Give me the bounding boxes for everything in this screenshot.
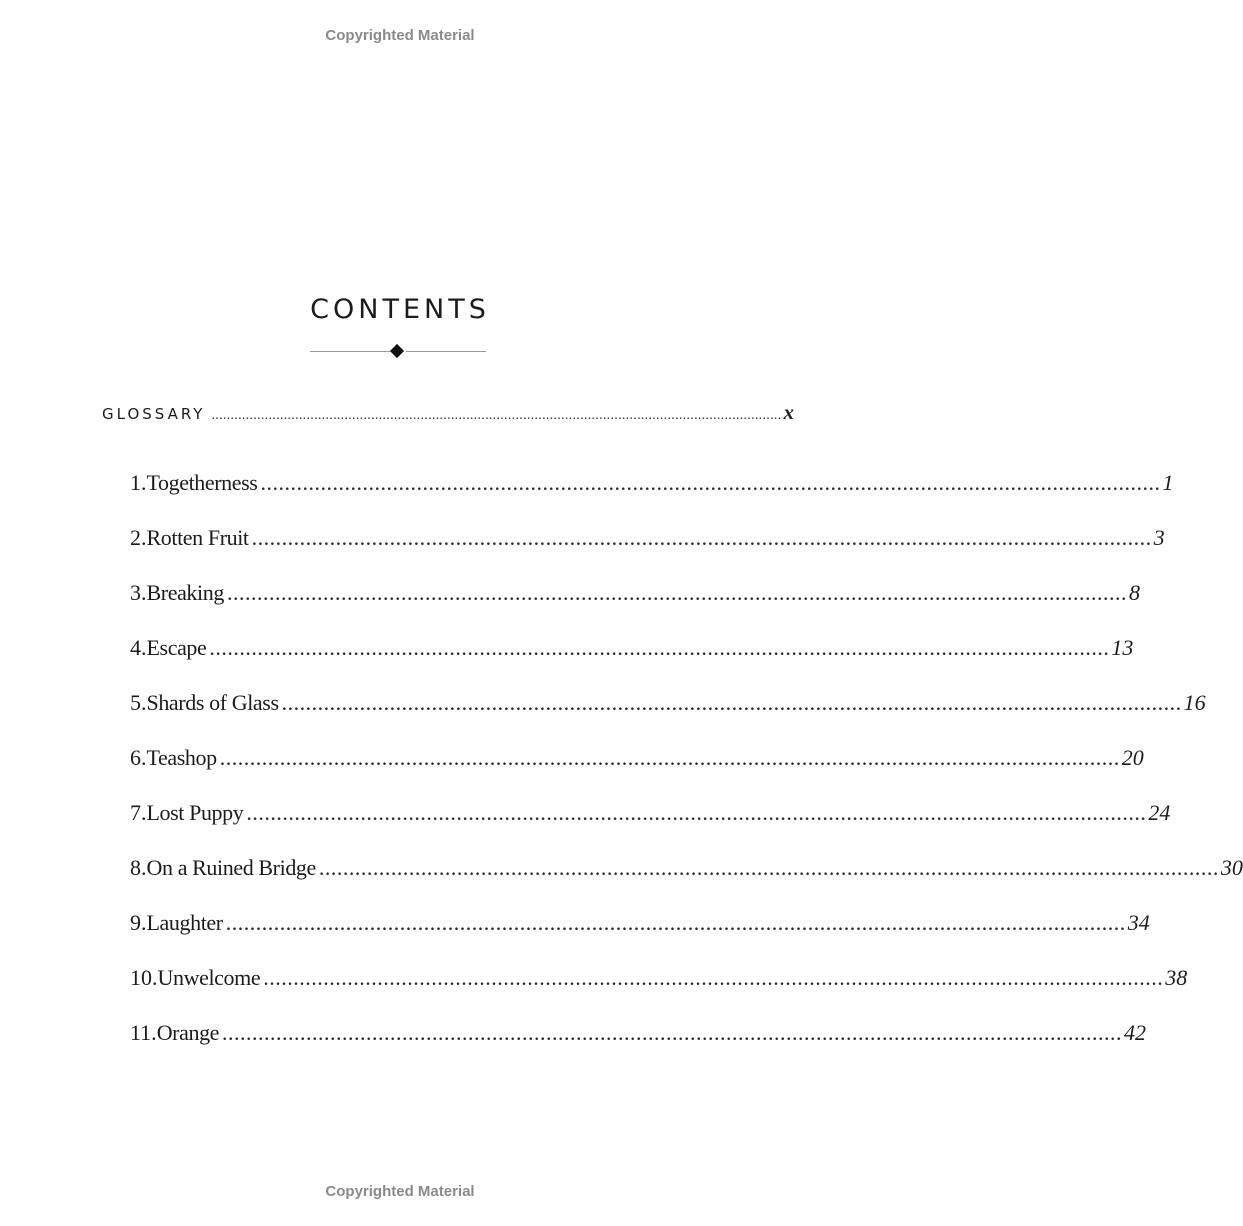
chapter-number: 9.: [130, 910, 147, 935]
toc-entry[interactable]: [130, 745, 1144, 800]
dot-leader: ......................................................................................................................................................: [226, 580, 1127, 605]
chapter-page-number: 20: [1121, 745, 1144, 770]
chapter-page-number: 30: [1220, 855, 1243, 880]
dot-leader: ......................................................................................................................................................: [260, 470, 1161, 495]
toc-entry[interactable]: [130, 1020, 1147, 1075]
chapter-page-number: 8: [1128, 580, 1140, 605]
dot-leader: ......................................................................................................................................................: [219, 745, 1120, 770]
toc-entry[interactable]: [130, 525, 1165, 580]
dot-leader: ......................................................................................................................................................: [246, 800, 1147, 825]
chapter-page-number: 3: [1153, 525, 1165, 550]
chapter-title: Lost Puppy: [146, 800, 244, 825]
copyright-watermark-bottom: Copyrighted Material: [325, 1183, 475, 1200]
toc-entry[interactable]: [130, 800, 1171, 855]
chapter-page-number: 16: [1183, 690, 1206, 715]
chapter-title: Teashop: [146, 745, 217, 770]
chapter-list: [130, 470, 1243, 1075]
divider-line-left: [310, 351, 390, 352]
toc-entry[interactable]: [130, 470, 1174, 525]
chapter-page-number: 34: [1127, 910, 1150, 935]
dot-leader: ......................................................................................................................................................: [318, 855, 1219, 880]
chapter-page-number: 42: [1124, 1020, 1147, 1045]
dot-leader: ......................................................................................................................................................: [225, 910, 1126, 935]
glossary-page-number: x: [783, 400, 794, 424]
page-title: CONTENTS: [310, 294, 490, 325]
divider-ornament: [310, 344, 486, 360]
chapter-number: 4.: [130, 635, 147, 660]
glossary-label: GLOSSARY: [102, 405, 206, 423]
chapter-page-number: 38: [1165, 965, 1188, 990]
chapter-number: 11.: [130, 1020, 157, 1045]
diamond-icon: [390, 344, 404, 358]
toc-entry[interactable]: [130, 965, 1188, 1020]
chapter-title: Orange: [156, 1020, 220, 1045]
chapter-title: Escape: [146, 635, 207, 660]
dot-leader: ......................................................................................................................................................: [222, 1020, 1123, 1045]
chapter-number: 7.: [130, 800, 147, 825]
chapter-title: On a Ruined Bridge: [146, 855, 316, 880]
toc-entry[interactable]: [130, 580, 1140, 635]
chapter-page-number: 13: [1111, 635, 1134, 660]
chapter-page-number: 1: [1162, 470, 1174, 495]
chapter-title: Unwelcome: [157, 965, 261, 990]
dot-leader: ......................................................................................................................................................: [209, 635, 1110, 660]
chapter-title: Breaking: [146, 580, 224, 605]
chapter-title: Laughter: [146, 910, 223, 935]
chapter-title: Shards of Glass: [146, 690, 279, 715]
chapter-number: 3.: [130, 580, 147, 605]
toc-entry[interactable]: [130, 635, 1134, 690]
chapter-number: 6.: [130, 745, 147, 770]
chapter-number: 5.: [130, 690, 147, 715]
copyright-watermark-top: Copyrighted Material: [325, 27, 475, 44]
chapter-title: Rotten Fruit: [146, 525, 249, 550]
divider-line-right: [406, 351, 486, 352]
chapter-number: 10.: [130, 965, 158, 990]
dot-leader: ......................................................................................................................................................: [281, 690, 1182, 715]
chapter-page-number: 24: [1148, 800, 1171, 825]
dot-leader: ......................................................................................................................................................: [211, 408, 782, 423]
chapter-number: 1.: [130, 470, 147, 495]
toc-entry-glossary[interactable]: [102, 400, 794, 425]
chapter-number: 2.: [130, 525, 147, 550]
toc-entry[interactable]: [130, 855, 1243, 910]
toc-entry[interactable]: [130, 690, 1206, 745]
dot-leader: ......................................................................................................................................................: [251, 525, 1152, 550]
chapter-title: Togetherness: [146, 470, 258, 495]
dot-leader: ......................................................................................................................................................: [263, 965, 1164, 990]
chapter-number: 8.: [130, 855, 147, 880]
toc-entry[interactable]: [130, 910, 1150, 965]
